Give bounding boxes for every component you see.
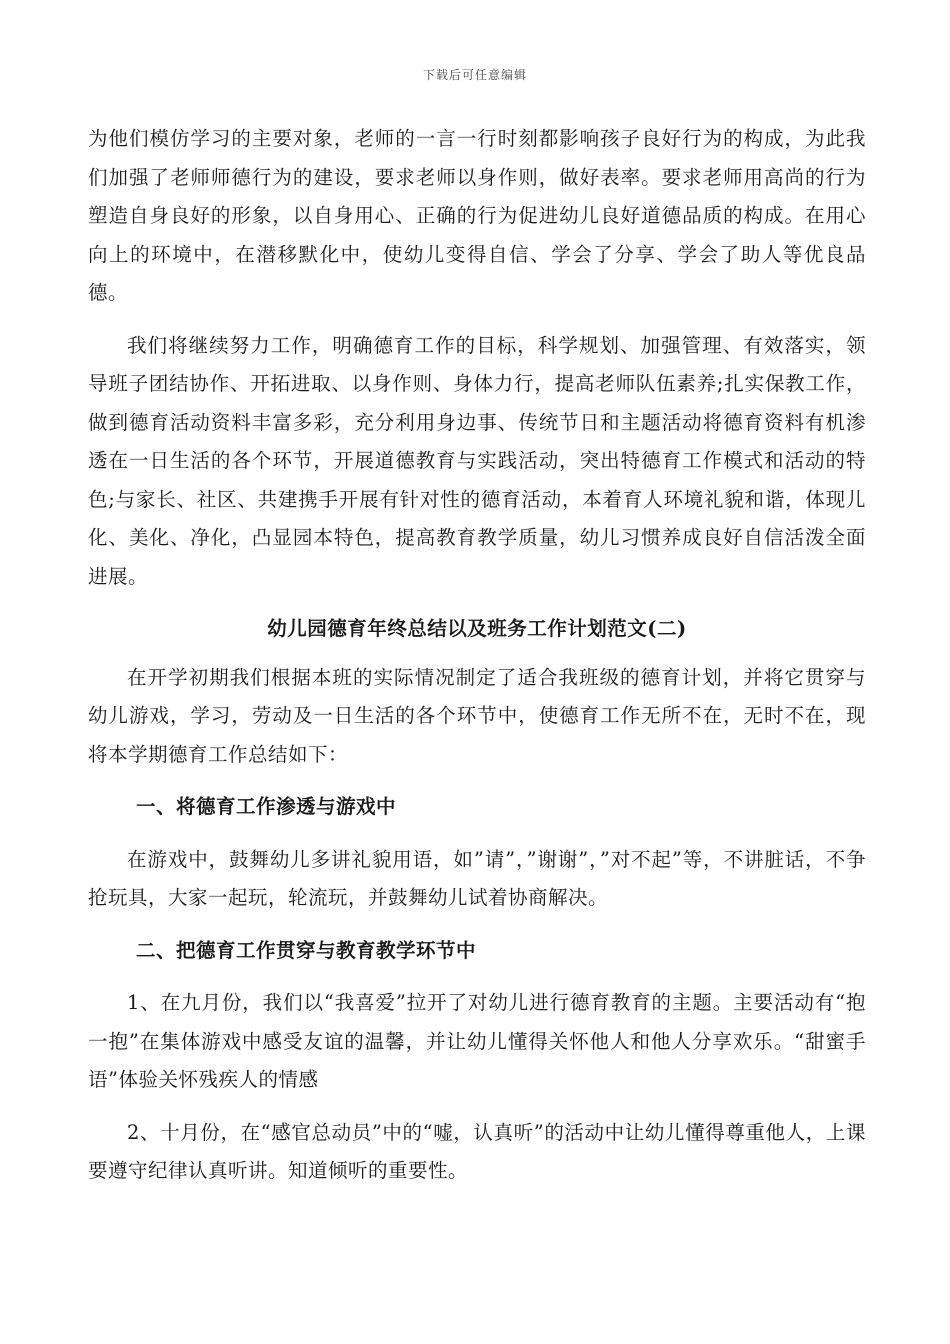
paragraph: 在游戏中，鼓舞幼儿多讲礼貌用语，如”请”，”谢谢”，”对不起”等，不讲脏话，不争抢玩具，大家一起玩，轮流玩，并鼓舞幼儿试着协商解决。 [88,847,866,909]
paragraph: 为他们模仿学习的主要对象，老师的一言一行时刻都影响孩子良好行为的构成，为此我们加强了老师师德行为的建设，要求老师以身作则，做好表率。要求老师用高尚的行为塑造自身良好的形象，以自身用心、正确的行为促进幼儿良好道德品质的构成。在用心向上的环境中，在潜移默化中，使幼儿变得自信、学会了分享、学会了助人等优良品德。 [88,127,866,304]
paragraph: 我们将继续努力工作，明确德育工作的目标，科学规划、加强管理、有效落实，领导班子团结协作、开拓进取、以身作则、身体力行，提高老师队伍素养;扎实保教工作，做到德育活动资料丰富多彩，充分利用身边事、传统节日和主题活动将德育资料有机渗透在一日生活的各个环节，开展道德教育与实践活动，突出特德育工作模式和活动的特色;与家长、社区、共建携手开展有针对性的德育活动，本着育人环境礼貌和谐，体现儿化、美化、净化，凸显园本特色，提高教育教学质量，幼儿习惯养成良好自信活泼全面进展。 [88,333,866,588]
paragraph: 1、在九月份，我们以“我喜爱”拉开了对幼儿进行德育教育的主题。主要活动有“抱一抱”在集体游戏中感受友谊的温馨，并让幼儿懂得关怀他人和他人分享欢乐。“甜蜜手语”体验关怀残疾人的情感 [88,991,866,1091]
section-heading: 一、将德育工作渗透与游戏中 [136,795,397,818]
paragraph: 在开学初期我们根据本班的实际情况制定了适合我班级的德育计划，并将它贯穿与幼儿游戏，学习，劳动及一日生活的各个环节中，使德育工作无所不在，无时不在，现将本学期德育工作总结如下： [88,665,866,766]
document-body [88,120,866,1191]
section-title: 幼儿园德育年终总结以及班务工作计划范文(二) [267,617,687,640]
page-header: 下载后可任意编辑 [422,68,527,82]
paragraph: 2、十月份，在“感官总动员”中的“嘘，认真听”的活动中让幼儿懂得尊重他人，上课要遵守纪律认真听讲。知道倾听的重要性。 [88,1120,866,1182]
section-heading: 二、把德育工作贯穿与教育教学环节中 [136,938,477,962]
